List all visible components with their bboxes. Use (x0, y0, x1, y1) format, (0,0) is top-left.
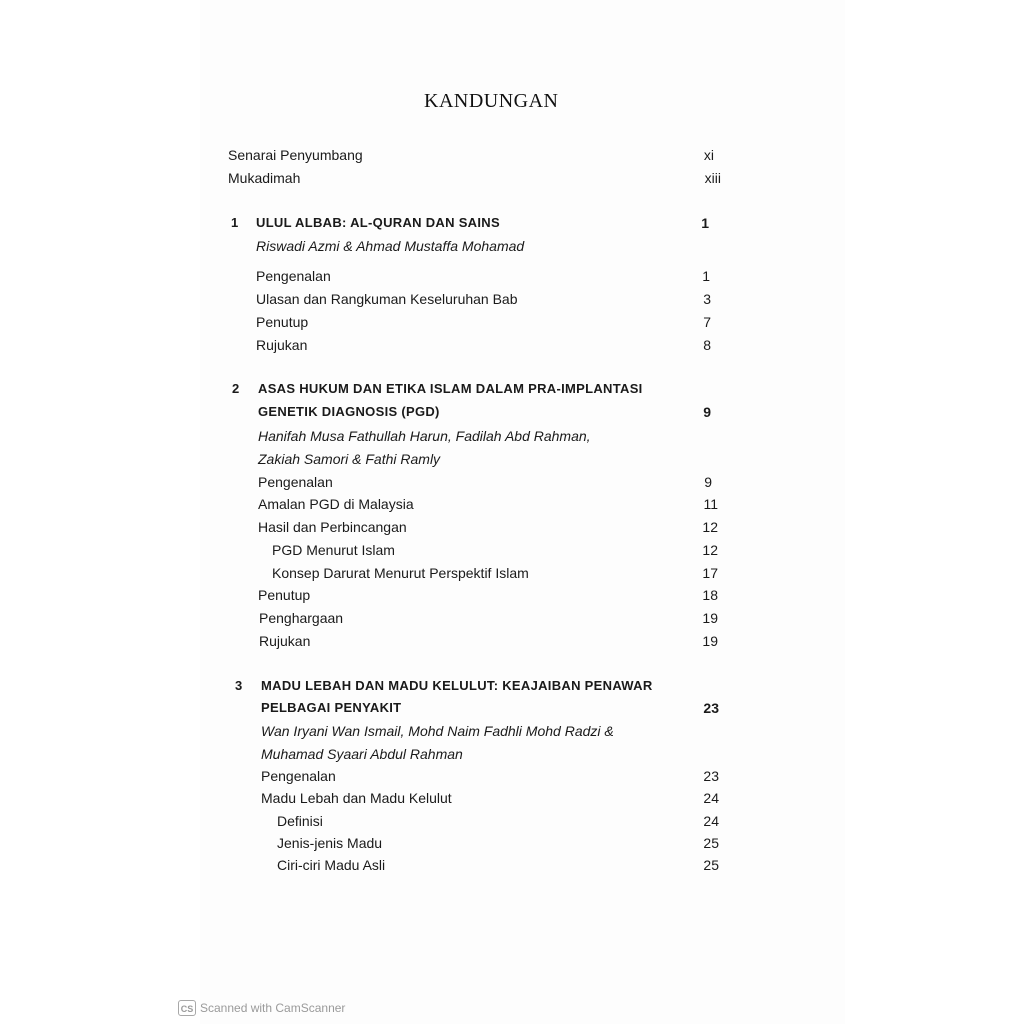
toc-entry-label: Amalan PGD di Malaysia (258, 496, 414, 512)
toc-entry (0, 630, 1024, 652)
toc-entry-label: Ciri-ciri Madu Asli (277, 857, 386, 873)
toc-entry (0, 167, 1024, 189)
chapter-page: 23 (703, 700, 719, 716)
toc-entry-label: Madu Lebah dan Madu Kelulut (261, 790, 452, 806)
toc-entry-page: 7 (703, 314, 711, 330)
toc-entry-page: 24 (703, 790, 719, 806)
chapter-title: PELBAGAI PENYAKIT (261, 700, 402, 715)
toc-entry-page: 11 (703, 496, 718, 512)
chapter-authors (0, 743, 1024, 765)
toc-entry-label: Jenis-jenis Madu (277, 835, 383, 851)
toc-entry-page: 24 (703, 813, 719, 829)
toc-entry-label: Penghargaan (259, 610, 344, 626)
chapter-page: 1 (701, 215, 709, 231)
toc-entry-page: 12 (702, 542, 718, 558)
toc-entry-label: Penutup (256, 314, 309, 330)
toc-entry-label: Konsep Darurat Menurut Perspektif Islam (272, 565, 529, 581)
toc-entry (0, 787, 1024, 809)
author-line: Wan Iryani Wan Ismail, Mohd Naim Fadhli Mohd Radzi & (261, 723, 614, 739)
toc-subentry (0, 562, 1024, 584)
toc-entry-label: Mukadimah (228, 170, 301, 186)
toc-entry-page: 19 (702, 633, 718, 649)
toc-entry-label: Definisi (277, 813, 323, 829)
toc-entry (0, 765, 1024, 787)
chapter-title: GENETIK DIAGNOSIS (PGD) (258, 404, 440, 419)
toc-entry-page: xi (703, 147, 714, 163)
toc-subentry (0, 810, 1024, 832)
toc-entry (0, 288, 1024, 310)
chapter-authors (0, 235, 1024, 257)
toc-entry-page: 8 (703, 337, 711, 353)
chapter-heading-cont (0, 401, 1024, 423)
chapter-title: ASAS HUKUM DAN ETIKA ISLAM DALAM PRA-IMPLANTASI (258, 381, 643, 396)
chapter-number: 2 (232, 381, 240, 396)
chapter-number: 1 (231, 215, 239, 230)
toc-entry-page: 25 (703, 835, 719, 851)
author-line: Hanifah Musa Fathullah Harun, Fadilah Abd Rahman, (258, 428, 591, 444)
toc-entry-label: Hasil dan Perbincangan (258, 519, 407, 535)
chapter-authors (0, 448, 1024, 470)
toc-entry-page: 1 (702, 268, 710, 284)
toc-entry-label: Pengenalan (258, 474, 333, 490)
toc-entry-page: xiii (704, 170, 721, 186)
toc-entry-label: Rujukan (259, 633, 311, 649)
toc-entry (0, 516, 1024, 538)
scanner-watermark (178, 1000, 345, 1016)
toc-entry (0, 471, 1024, 493)
camscanner-icon: CS (178, 1000, 196, 1016)
author-line: Muhamad Syaari Abdul Rahman (261, 746, 463, 762)
chapter-number: 3 (235, 678, 243, 693)
chapter-authors (0, 720, 1024, 742)
toc-entry (0, 334, 1024, 356)
watermark-text: Scanned with CamScanner (200, 1001, 346, 1015)
toc-subentry (0, 539, 1024, 561)
toc-entry-label: Senarai Penyumbang (228, 147, 363, 163)
chapter-authors (0, 425, 1024, 447)
chapter-title: MADU LEBAH DAN MADU KELULUT: KEAJAIBAN PENAWAR (261, 678, 653, 693)
toc-entry (0, 493, 1024, 515)
toc-entry-label: Penutup (258, 587, 311, 603)
toc-entry-page: 9 (704, 474, 712, 490)
toc-subentry (0, 854, 1024, 876)
toc-entry (0, 144, 1024, 166)
chapter-heading (0, 212, 1024, 234)
chapter-heading-cont (0, 697, 1024, 719)
chapter-heading (0, 675, 1024, 697)
page-title: KANDUNGAN (424, 90, 559, 112)
toc-entry (0, 607, 1024, 629)
toc-entry-label: PGD Menurut Islam (272, 542, 395, 558)
toc-entry-label: Ulasan dan Rangkuman Keseluruhan Bab (256, 291, 518, 307)
author-line: Riswadi Azmi & Ahmad Mustaffa Mohamad (256, 238, 525, 254)
chapter-title: ULUL ALBAB: AL-QURAN DAN SAINS (256, 215, 500, 230)
toc-entry (0, 584, 1024, 606)
toc-entry (0, 311, 1024, 333)
toc-entry-page: 3 (703, 291, 711, 307)
toc-entry-page: 12 (702, 519, 718, 535)
toc-entry (0, 265, 1024, 287)
toc-subentry (0, 832, 1024, 854)
toc-entry-label: Pengenalan (256, 268, 331, 284)
toc-entry-page: 19 (702, 610, 718, 626)
toc-entry-label: Rujukan (256, 337, 308, 353)
toc-entry-page: 18 (702, 587, 718, 603)
toc-entry-page: 23 (703, 768, 719, 784)
chapter-heading (0, 378, 1024, 400)
toc-entry-page: 17 (702, 565, 718, 581)
toc-entry-page: 25 (703, 857, 719, 873)
chapter-page: 9 (703, 404, 711, 420)
toc-entry-label: Pengenalan (261, 768, 336, 784)
author-line: Zakiah Samori & Fathi Ramly (258, 451, 441, 467)
